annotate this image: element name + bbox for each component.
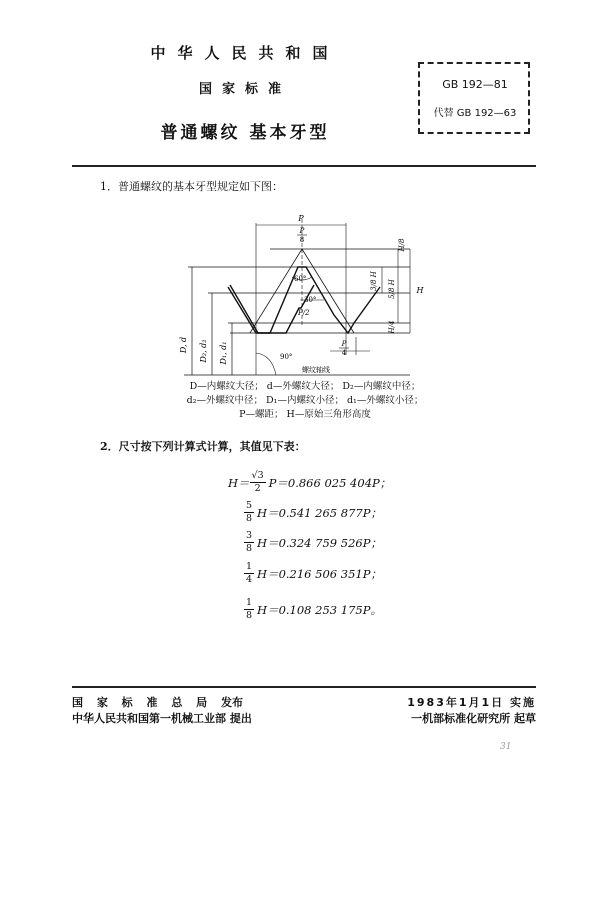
standard-code: GB 192—81 [442,78,508,91]
label-dd: D, d [179,336,188,354]
country-title: 中华人民共和国 [150,44,340,62]
label-h: H [416,286,424,295]
legend-line-1: D—内螺纹大径； d—外螺纹大径； D₂—内螺纹中径； [189,381,421,392]
formula-3h8-rhs: H＝0.324 759 526P； [257,535,382,550]
formula-h [228,470,391,495]
label-p8-num: P [299,227,305,235]
legend-line-3: P—螺距； H—原始三角形高度 [239,409,371,420]
angle-60-label: 60° [294,275,307,283]
formula-h-frac: $\frac{√3}{2}$ [251,470,264,494]
label-p8-den: 8 [299,236,305,244]
label-p: P [298,214,304,223]
section-2-text: 2．尺寸按下列计算式计算，其值见下表： [100,440,306,453]
standard-code-box [418,62,530,134]
formula-h4-rhs: H＝0.216 506 351P； [257,566,382,581]
formula-5h8-rhs: H＝0.541 265 877P； [257,505,382,520]
label-p4-num: P [341,340,347,348]
legend-line-2: d₂—外螺纹中径； D₁—内螺纹小径； d₁—外螺纹小径； [186,395,424,406]
footer-rule [72,686,536,688]
label-p2: P/2 [298,309,310,317]
formula-h-rhs: P＝0.866 025 404P； [268,475,392,490]
section-1-text: 1．普通螺纹的基本牙型规定如下图： [100,180,283,193]
label-h4: H/4 [388,320,396,334]
label-d1d1: D₁, d₁ [219,341,228,365]
formula-h4: $\frac{1}{4}$ H＝0.216 506 351P； [246,561,382,585]
label-3h8: 3/8 H [370,271,378,291]
label-p4-den: 4 [341,349,347,357]
formula-h-lhs: H＝ [228,475,250,490]
footer-date: 1983年1月1日 实施 [407,696,536,709]
label-d2d2: D₂, d₂ [199,339,208,363]
document-title: 普通螺纹 基本牙型 [160,123,330,143]
thread-profile-diagram [170,205,440,385]
formula-h8: $\frac{1}{8}$ H＝0.108 253 175P。 [246,597,382,621]
formula-5h8: $\frac{5}{8}$ H＝0.541 265 877P； [246,500,382,524]
angle-30-label: 30° [304,296,317,304]
page-number: 31 [500,742,512,752]
footer-proposer: 中华人民共和国第一机械工业部 提出 [72,712,252,725]
label-5h8: 5/8 H [388,279,396,299]
replaces-code: 代替 GB 192—63 [433,108,517,119]
angle-90-label: 90° [280,353,293,361]
header-rule [72,165,536,167]
footer-publisher: 国 家 标 准 总 局 发布 [72,696,243,709]
footer-drafter: 一机部标准化研究所 起草 [411,712,536,725]
formula-3h8: $\frac{3}{8}$ H＝0.324 759 526P； [246,530,382,554]
formula-h8-rhs: H＝0.108 253 175P。 [257,602,382,617]
standard-type: 国家标准 [198,82,291,97]
thread-axis-label: 螺纹轴线 [302,366,330,374]
label-h8: H/8 [398,238,406,252]
